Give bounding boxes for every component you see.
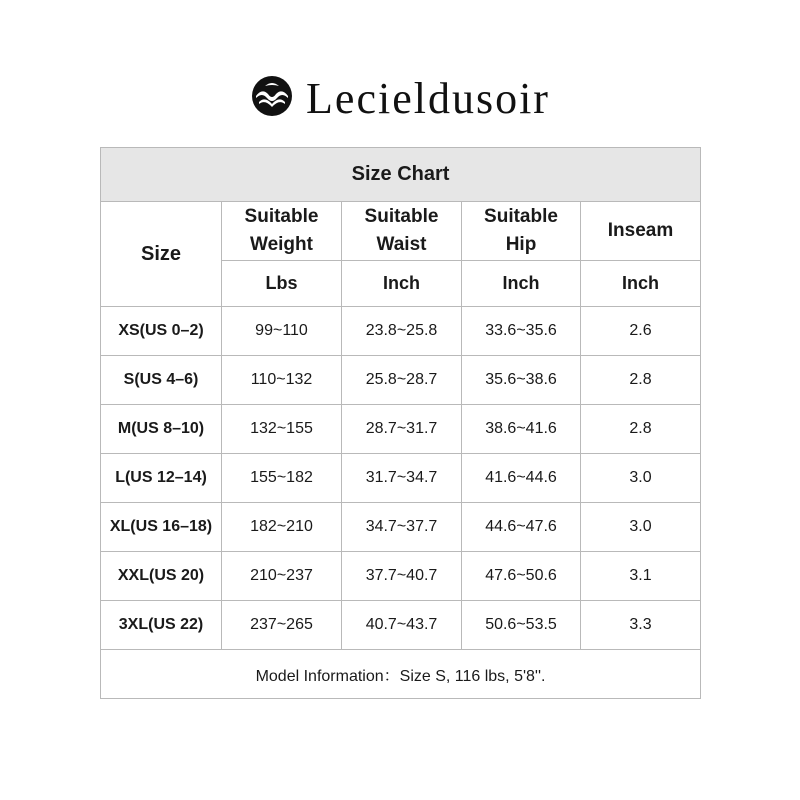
inseam-cell: 2.8 <box>581 356 701 405</box>
waist-cell: 34.7~37.7 <box>342 503 462 552</box>
weight-cell: 237~265 <box>222 601 342 650</box>
size-cell: XL(US 16–18) <box>101 503 222 552</box>
wave-circle-logo-icon <box>250 74 294 123</box>
table-row <box>101 503 701 552</box>
hip-cell: 47.6~50.6 <box>462 552 581 601</box>
size-column-header: Size <box>101 202 222 307</box>
waist-cell: 31.7~34.7 <box>342 454 462 503</box>
size-cell: 3XL(US 22) <box>101 601 222 650</box>
waist-cell: 25.8~28.7 <box>342 356 462 405</box>
table-row <box>101 405 701 454</box>
weight-cell: 210~237 <box>222 552 342 601</box>
size-cell: S(US 4–6) <box>101 356 222 405</box>
weight-cell: 132~155 <box>222 405 342 454</box>
table-row <box>101 356 701 405</box>
weight-unit: Lbs <box>222 261 342 307</box>
inseam-cell: 3.0 <box>581 503 701 552</box>
table-row <box>101 454 701 503</box>
table-row <box>101 601 701 650</box>
weight-cell: 182~210 <box>222 503 342 552</box>
waist-cell: 40.7~43.7 <box>342 601 462 650</box>
size-chart-table <box>100 147 700 699</box>
hip-cell: 50.6~53.5 <box>462 601 581 650</box>
size-cell: XXL(US 20) <box>101 552 222 601</box>
weight-cell: 99~110 <box>222 307 342 356</box>
hip-column-header: Suitable Hip <box>462 202 581 261</box>
hip-cell: 38.6~41.6 <box>462 405 581 454</box>
weight-cell: 110~132 <box>222 356 342 405</box>
hip-cell: 35.6~38.6 <box>462 356 581 405</box>
inseam-unit: Inch <box>581 261 701 307</box>
waist-cell: 23.8~25.8 <box>342 307 462 356</box>
model-information: Model Information：Size S, 116 lbs, 5'8''. <box>101 650 701 699</box>
hip-cell: 41.6~44.6 <box>462 454 581 503</box>
table-row <box>101 307 701 356</box>
waist-cell: 28.7~31.7 <box>342 405 462 454</box>
weight-column-header: Suitable Weight <box>222 202 342 261</box>
hip-cell: 33.6~35.6 <box>462 307 581 356</box>
waist-column-header: Suitable Waist <box>342 202 462 261</box>
inseam-cell: 3.1 <box>581 552 701 601</box>
table-row <box>101 552 701 601</box>
inseam-cell: 2.6 <box>581 307 701 356</box>
size-cell: L(US 12–14) <box>101 454 222 503</box>
brand-header <box>0 68 800 128</box>
weight-cell: 155~182 <box>222 454 342 503</box>
inseam-cell: 2.8 <box>581 405 701 454</box>
size-cell: XS(US 0–2) <box>101 307 222 356</box>
brand-name: Lecieldusoir <box>306 73 550 123</box>
hip-cell: 44.6~47.6 <box>462 503 581 552</box>
inseam-cell: 3.0 <box>581 454 701 503</box>
hip-unit: Inch <box>462 261 581 307</box>
inseam-cell: 3.3 <box>581 601 701 650</box>
inseam-column-header: Inseam <box>581 202 701 261</box>
waist-cell: 37.7~40.7 <box>342 552 462 601</box>
chart-title: Size Chart <box>101 148 701 202</box>
size-cell: M(US 8–10) <box>101 405 222 454</box>
waist-unit: Inch <box>342 261 462 307</box>
